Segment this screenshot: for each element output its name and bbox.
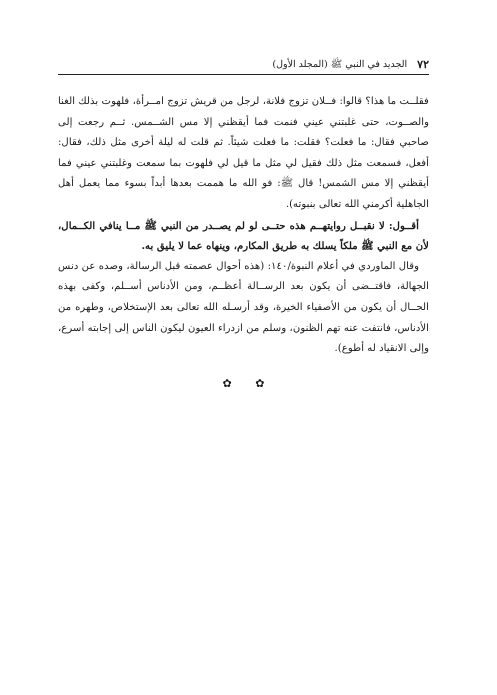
text-line: فقلــت ما هذا؟ قالوا: فــلان تزوج فلانة، لرجل من قريش تزوج امــرأة، فلهوت بذلك الغنا [58, 96, 429, 107]
text-line: مع النبي ﷺ ملكاً يسلك به طريق المكارم، وينهاه عما لا يليق به. [141, 240, 413, 253]
paragraph-mawardi-quote [58, 257, 429, 360]
text-line: فقال: ما فعلت؟ فقلت: ما فعلت شيئاً. ثم قلت له ليلة أخرى مثل ذلك، فقال: أفعل، فسمعت [58, 137, 429, 169]
paragraph-author-comment [58, 216, 429, 257]
text-line: قال ﷺ: فو الله ما هممت بعدها أبداً بسوء مما يعمل أهل الجاهلية أكرمني الله تعالى بنبوته). [58, 178, 429, 210]
header-rule [58, 74, 429, 75]
text-line: وقال الماوردي في أعلام النبوة/١٤٠: (هذه أحوال عصمته قبل الرسالة، وصده عن دنس الجهالة، [58, 260, 429, 293]
paragraph-narration [58, 92, 429, 216]
text-line: فاقتــضى أن يكون بعد الرســالة أعظــم، ومن الأدناس أســلم، وكفى بهذه الحــال أن يكون [58, 281, 429, 313]
page-number: ٧٢ [417, 58, 429, 71]
page-header [58, 52, 429, 72]
text-line: والصــوت، حتى غلبتني عيني فنمت فما أيقظني إلا مس الشــمس. ثــم رجعت إلى صاحبي [58, 116, 429, 149]
text-line: من الأصفياء الخيرة، وقد أرسـله الله تعالى بعد الإستخلاص، وطهره من الأدناس، فانتفت عنه [58, 301, 429, 334]
text-line: مثل ذلك فقيل لي مثل ما قيل لي فلهوت بما سمعت وغلبتني عيني فما أيقظني إلا مس الشمس! [58, 157, 429, 190]
section-end-ornament: ✿ ✿ [222, 377, 275, 390]
text-line: تهم الظنون، وسلم من ازدراء العيون ليكون الناس إلى إجابته أسرع، وإلى الانقياد له أطوع). [58, 322, 429, 355]
running-title: الجديد في النبي ﷺ (المجلد الأول) [272, 59, 408, 70]
text-line: أقــول: لا نقبــل روايتهــم هذه حتــى لو لم يصــدر من النبي ﷺ مــا ينافي الكــمال، لأن [58, 219, 429, 253]
page-body [58, 92, 429, 360]
